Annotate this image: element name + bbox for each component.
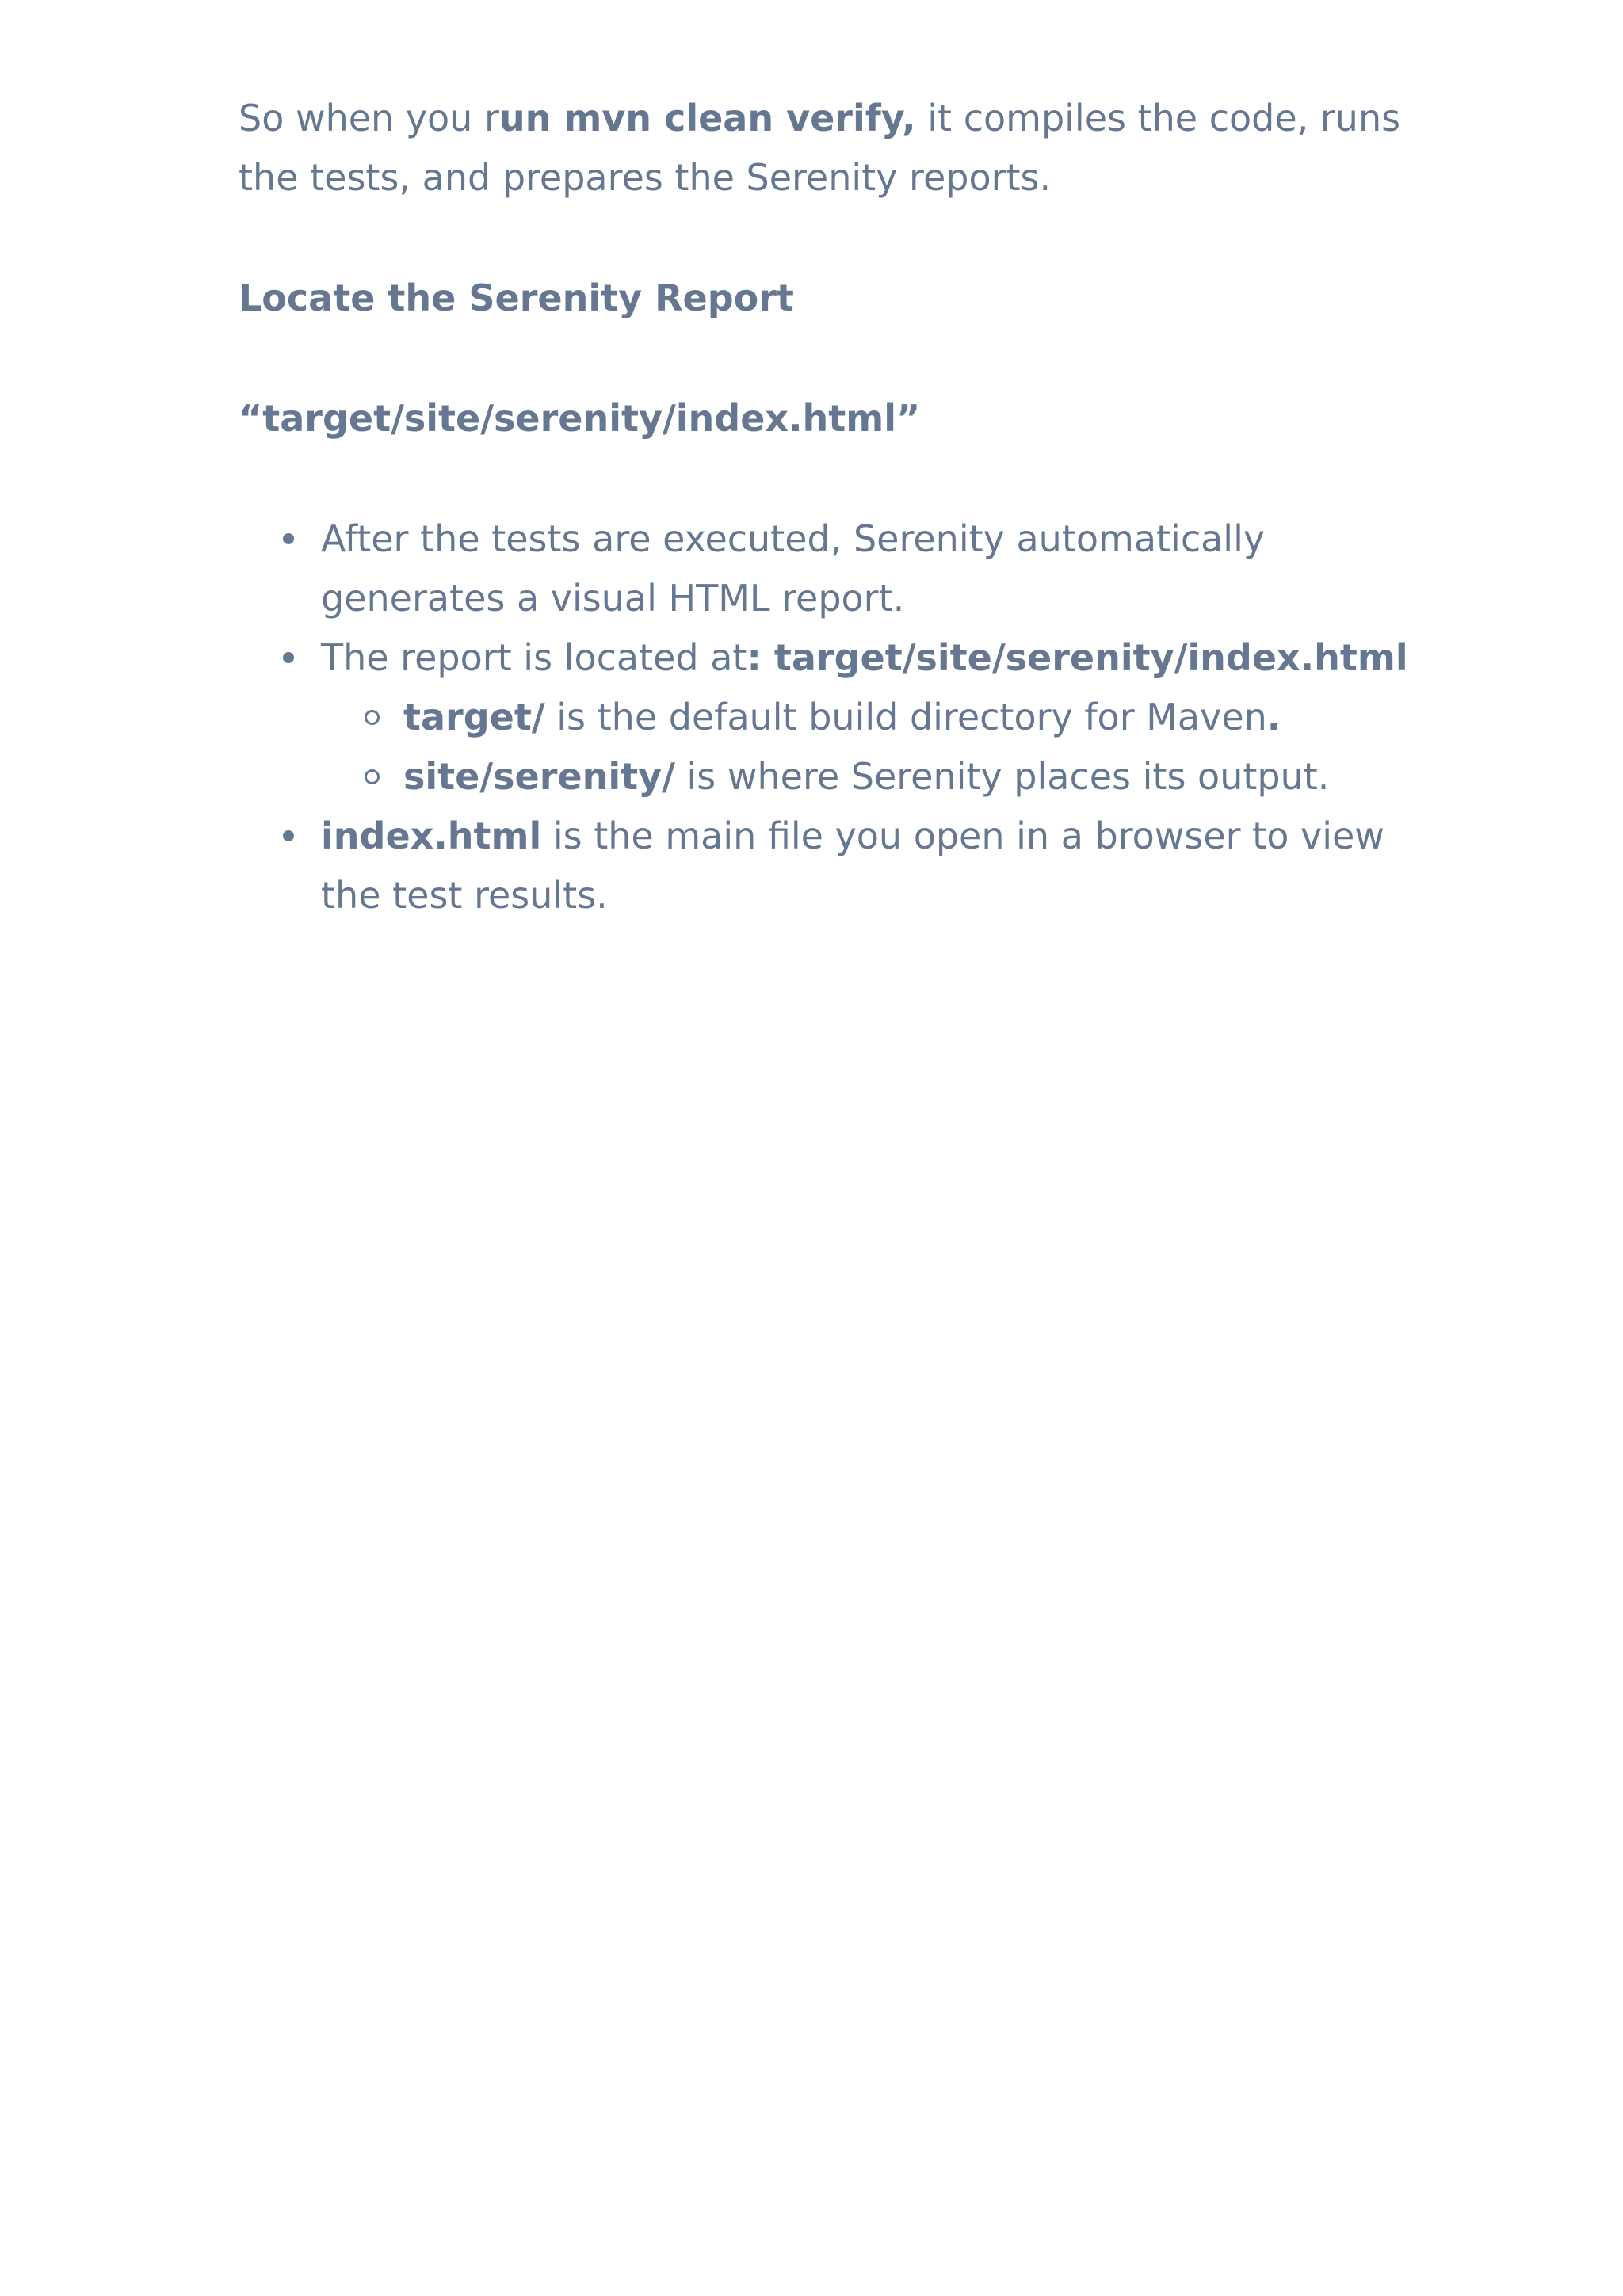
intro-text-end: it compiles the code, runs the tests, and prepares the Serenity reports. <box>239 97 1401 199</box>
sub-list-item <box>403 747 1443 807</box>
list-item <box>321 807 1443 925</box>
bullet-disc-icon <box>283 830 294 841</box>
sub-item-bold: site/serenity/ <box>403 755 675 798</box>
bullet-text: After the tests are executed, Serenity automatically generates a visual HTML report. <box>321 517 1266 620</box>
sub-list-item <box>403 688 1443 747</box>
bullet-circle-icon <box>365 769 380 784</box>
list-item <box>321 509 1443 628</box>
section-heading-locate-report: Locate the Serenity Report <box>239 277 794 319</box>
sub-item-period: . <box>1266 696 1281 738</box>
sub-item-bold: target/ <box>403 696 545 738</box>
intro-paragraph <box>239 89 1443 208</box>
report-path-heading: “target/site/serenity/index.html” <box>239 397 921 440</box>
sub-item-text: is where Serenity places its output. <box>674 755 1330 798</box>
report-sub-list <box>321 688 1443 807</box>
intro-text-start: So when you r <box>239 97 499 139</box>
bullet-disc-icon <box>283 533 294 544</box>
bullet-text: is the main file you open in a browser to view the test results. <box>321 814 1384 917</box>
bullet-disc-icon <box>283 652 294 663</box>
article-content <box>239 89 1443 925</box>
bullet-text: The report is located at <box>321 636 747 679</box>
report-bullet-list <box>239 509 1443 925</box>
list-item <box>321 628 1443 807</box>
bullet-path-bold: : target/site/serenity/index.html <box>747 636 1408 679</box>
sub-item-text: is the default build directory for Maven <box>544 696 1267 738</box>
intro-command-bold: un mvn clean verify, <box>498 97 916 139</box>
bullet-file-bold: index.html <box>321 814 542 857</box>
bullet-circle-icon <box>365 710 380 725</box>
